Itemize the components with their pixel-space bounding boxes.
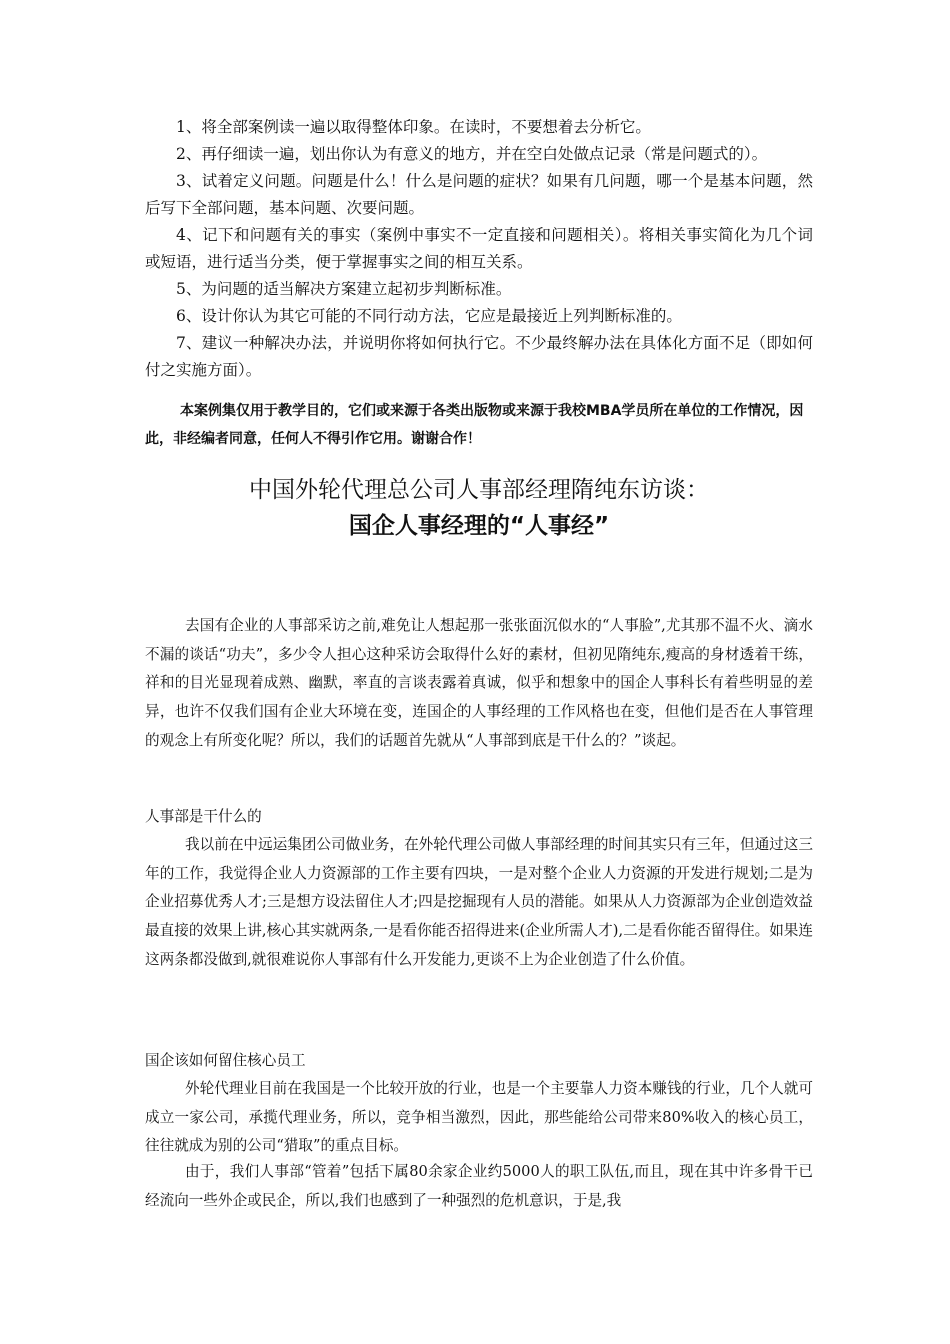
usage-notice [145,397,813,453]
section-retain-staff-paragraph-2: 由于，我们人事部“管着”包括下属80余家企业约5000人的职工队伍,而且，现在其中许多骨干已经流向一些外企或民企，所以,我们也感到了一种强烈的危机意识，于是,我 [145,1163,813,1209]
step-2: 2、再仔细读一遍，划出你认为有意义的地方，并在空白处做点记录（常是问题式的）。 [176,145,768,163]
step-6: 6、设计你认为其它可能的不同行动方法，它应是最接近上列判断标准的。 [176,307,682,325]
usage-notice-text: 本案例集仅用于教学目的，它们或来源于各类出版物或来源于我校MBA学员所在单位的工作情况，因此，非经编者同意，任何人不得引作它用。谢谢合作！ [145,403,804,447]
title-line-1: 中国外轮代理总公司人事部经理隋纯东访谈： [249,477,709,503]
step-7: 7、建议一种解决办法，并说明你将如何执行它。不少最终解办法在具体化方面不足（即如何付之实施方面）。 [145,334,813,379]
case-study-steps [145,114,813,384]
section-hr-role-paragraph: 我以前在中远运集团公司做业务，在外轮代理公司做人事部经理的时间其实只有三年，但通过这三年的工作，我觉得企业人力资源部的工作主要有四块，一是对整个企业人力资源的开发进行规划;二是为企业招募优秀人才;三是想方设法留住人才;四是挖掘现有人员的潜能。如果从人力资源部为企业创造效益最直接的效果上讲,核心其实就两条,一是看你能否招得进来(企业所需人才),二是看你能否留得住。如果连这两条都没做到,就很难说你人事部有什么开发能力,更谈不上为企业创造了什么价值。 [145,836,813,968]
article-title [145,472,813,544]
title-line-2: 国企人事经理的“人事经” [348,513,610,539]
step-5: 5、为问题的适当解决方案建立起初步判断标准。 [176,280,512,298]
section-retain-staff-paragraph-1: 外轮代理业目前在我国是一个比较开放的行业，也是一个主要靠人力资本赚钱的行业，几个人就可成立一家公司，承揽代理业务，所以，竞争相当激烈，因此，那些能给公司带来80%收入的核心员工，往往就成为别的公司“猎取”的重点目标。 [145,1080,813,1155]
step-1: 1、将全部案例读一遍以取得整体印象。在读时，不要想着去分析它。 [176,118,651,136]
step-3: 3、试着定义问题。问题是什么！什么是问题的症状？如果有几问题，哪一个是基本问题，然后写下全部问题，基本问题、次要问题。 [145,172,813,217]
section-heading-retain-staff: 国企该如何留住核心员工 [145,1052,306,1069]
step-4: 4、记下和问题有关的事实（案例中事实不一定直接和问题相关）。将相关事实简化为几个词或短语，进行适当分类，便于掌握事实之间的相互关系。 [145,226,813,271]
intro-paragraph: 去国有企业的人事部采访之前,难免让人想起那一张张面沉似水的“人事脸”,尤其那不温不火、滴水不漏的谈话“功夫”，多少令人担心这种采访会取得什么好的素材，但初见隋纯东,瘦高的身材透着干练，祥和的目光显现着成熟、幽默，率直的言谈表露着真诚，似乎和想象中的国企人事科长有着些明显的差异，也许不仅我们国有企业大环境在变，连国企的人事经理的工作风格也在变，但他们是否在人事管理的观念上有所变化呢？所以，我们的话题首先就从“人事部到底是干什么的？”谈起。 [145,617,813,749]
section-heading-hr-role: 人事部是干什么的 [145,808,262,825]
